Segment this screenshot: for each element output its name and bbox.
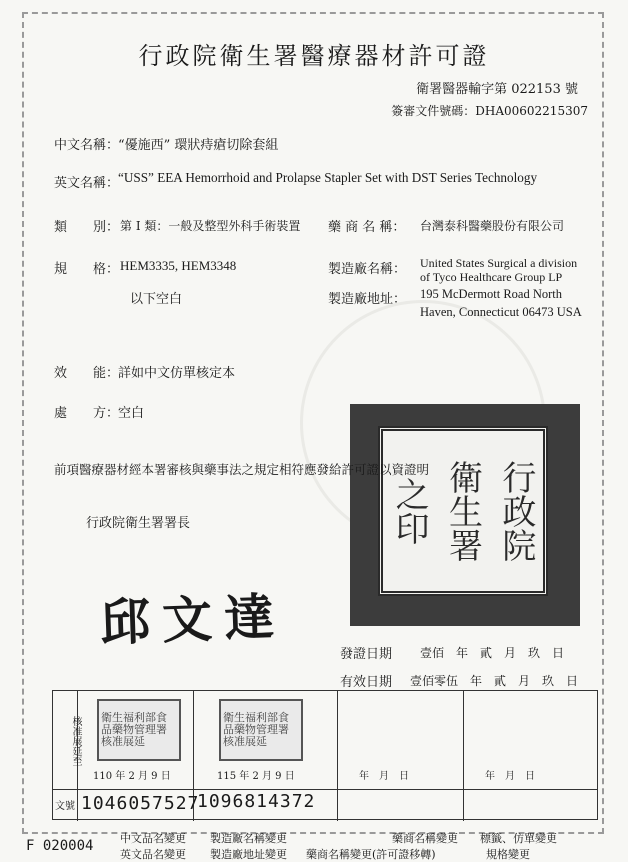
seal-column-2: 衛生署 bbox=[442, 460, 483, 562]
dealer-value: 台灣泰科醫藥股份有限公司 bbox=[420, 219, 565, 233]
director-signature: 邱文達 bbox=[99, 586, 288, 653]
issue-date-label: 發證日期 bbox=[340, 647, 393, 662]
renewal-date-4: 年 月 日 bbox=[485, 771, 535, 782]
review-number: 簽審文件號碼：DHA00602215307 bbox=[391, 104, 588, 118]
footer-note-1a: 中文品名變更 bbox=[120, 832, 186, 845]
renewal-date-3: 年 月 日 bbox=[359, 771, 409, 782]
certification-statement: 前項醫療器材經本署審核與藥事法之規定相符應發給許可證以資證明 bbox=[54, 462, 430, 477]
footer-note-2c: 藥商名稱變更(許可證移轉) bbox=[306, 848, 436, 861]
official-seal bbox=[350, 404, 580, 626]
renewal-table bbox=[52, 690, 598, 820]
prescription-label: 處 方： bbox=[54, 406, 120, 421]
renewal-seal-1: 衛生福利部食品藥物管理署核准展延 bbox=[97, 699, 181, 761]
signatory-title: 行政院衛生署署長 bbox=[86, 516, 191, 531]
serial-number-2: 1096814372 bbox=[197, 791, 316, 812]
address-value-1: 195 McDermott Road North bbox=[420, 287, 562, 301]
effect-label: 效 能： bbox=[54, 366, 120, 381]
footer-note-1b: 製造廠名稱變更 bbox=[210, 832, 287, 845]
spec-blank: 以下空白 bbox=[130, 292, 183, 307]
serial-number-1: 1046057527 bbox=[81, 793, 200, 814]
maker-label: 製造廠名稱： bbox=[328, 262, 407, 277]
seal-column-1: 行政院 bbox=[495, 460, 536, 562]
footer-note-2d: 規格變更 bbox=[486, 848, 530, 861]
renewal-date-1: 110 年 2 月 9 日 bbox=[93, 771, 171, 782]
cn-name-value: “優施西” 環狀痔瘡切除套組 bbox=[118, 138, 279, 153]
spec-value: HEM3335, HEM3348 bbox=[120, 258, 237, 273]
valid-date-value: 壹佰零伍 年 貳 月 玖 日 bbox=[410, 674, 579, 688]
address-value-2: Haven, Connecticut 06473 USA bbox=[420, 305, 582, 319]
issue-date-value: 壹佰 年 貳 月 玖 日 bbox=[420, 646, 565, 660]
category-label: 類 別： bbox=[54, 220, 120, 235]
maker-value-1: United States Surgical a division bbox=[420, 256, 578, 270]
serial-label: 文號 bbox=[55, 801, 75, 812]
valid-date-label: 有效日期 bbox=[340, 675, 393, 690]
prescription-value: 空白 bbox=[118, 406, 145, 421]
cn-name-label: 中文名稱： bbox=[54, 138, 120, 153]
en-name-label: 英文名稱： bbox=[54, 176, 120, 191]
footer-note-2b: 製造廠地址變更 bbox=[210, 848, 287, 861]
seal-column-3: 之印 bbox=[389, 477, 430, 545]
maker-value-2: of Tyco Healthcare Group LP bbox=[420, 270, 563, 284]
license-number: 衛署醫器輸字第 022153 號 bbox=[416, 82, 578, 97]
dealer-label: 藥 商 名 稱： bbox=[328, 220, 406, 235]
footer-note-1c: 藥商名稱變更 bbox=[392, 832, 458, 845]
effect-value: 詳如中文仿單核定本 bbox=[118, 366, 236, 381]
document-code: F 020004 bbox=[26, 838, 94, 854]
en-name-value: “USS” EEA Hemorrhoid and Prolapse Stapler Set with DST Series Technology bbox=[118, 170, 538, 185]
address-label: 製造廠地址： bbox=[328, 292, 407, 307]
footer-note-1d: 標籤、仿單變更 bbox=[480, 832, 557, 845]
document-title: 行政院衛生署醫療器材許可證 bbox=[138, 42, 490, 70]
renewal-seal-2: 衛生福利部食品藥物管理署核准展延 bbox=[219, 699, 303, 761]
renewal-row-head: 核准展延至 bbox=[70, 716, 81, 766]
renewal-date-2: 115 年 2 月 9 日 bbox=[217, 771, 295, 782]
spec-label: 規 格： bbox=[54, 262, 120, 277]
footer-note-2a: 英文品名變更 bbox=[120, 848, 186, 861]
category-value: 第 I 類：一般及整型外科手術裝置 bbox=[120, 219, 301, 233]
